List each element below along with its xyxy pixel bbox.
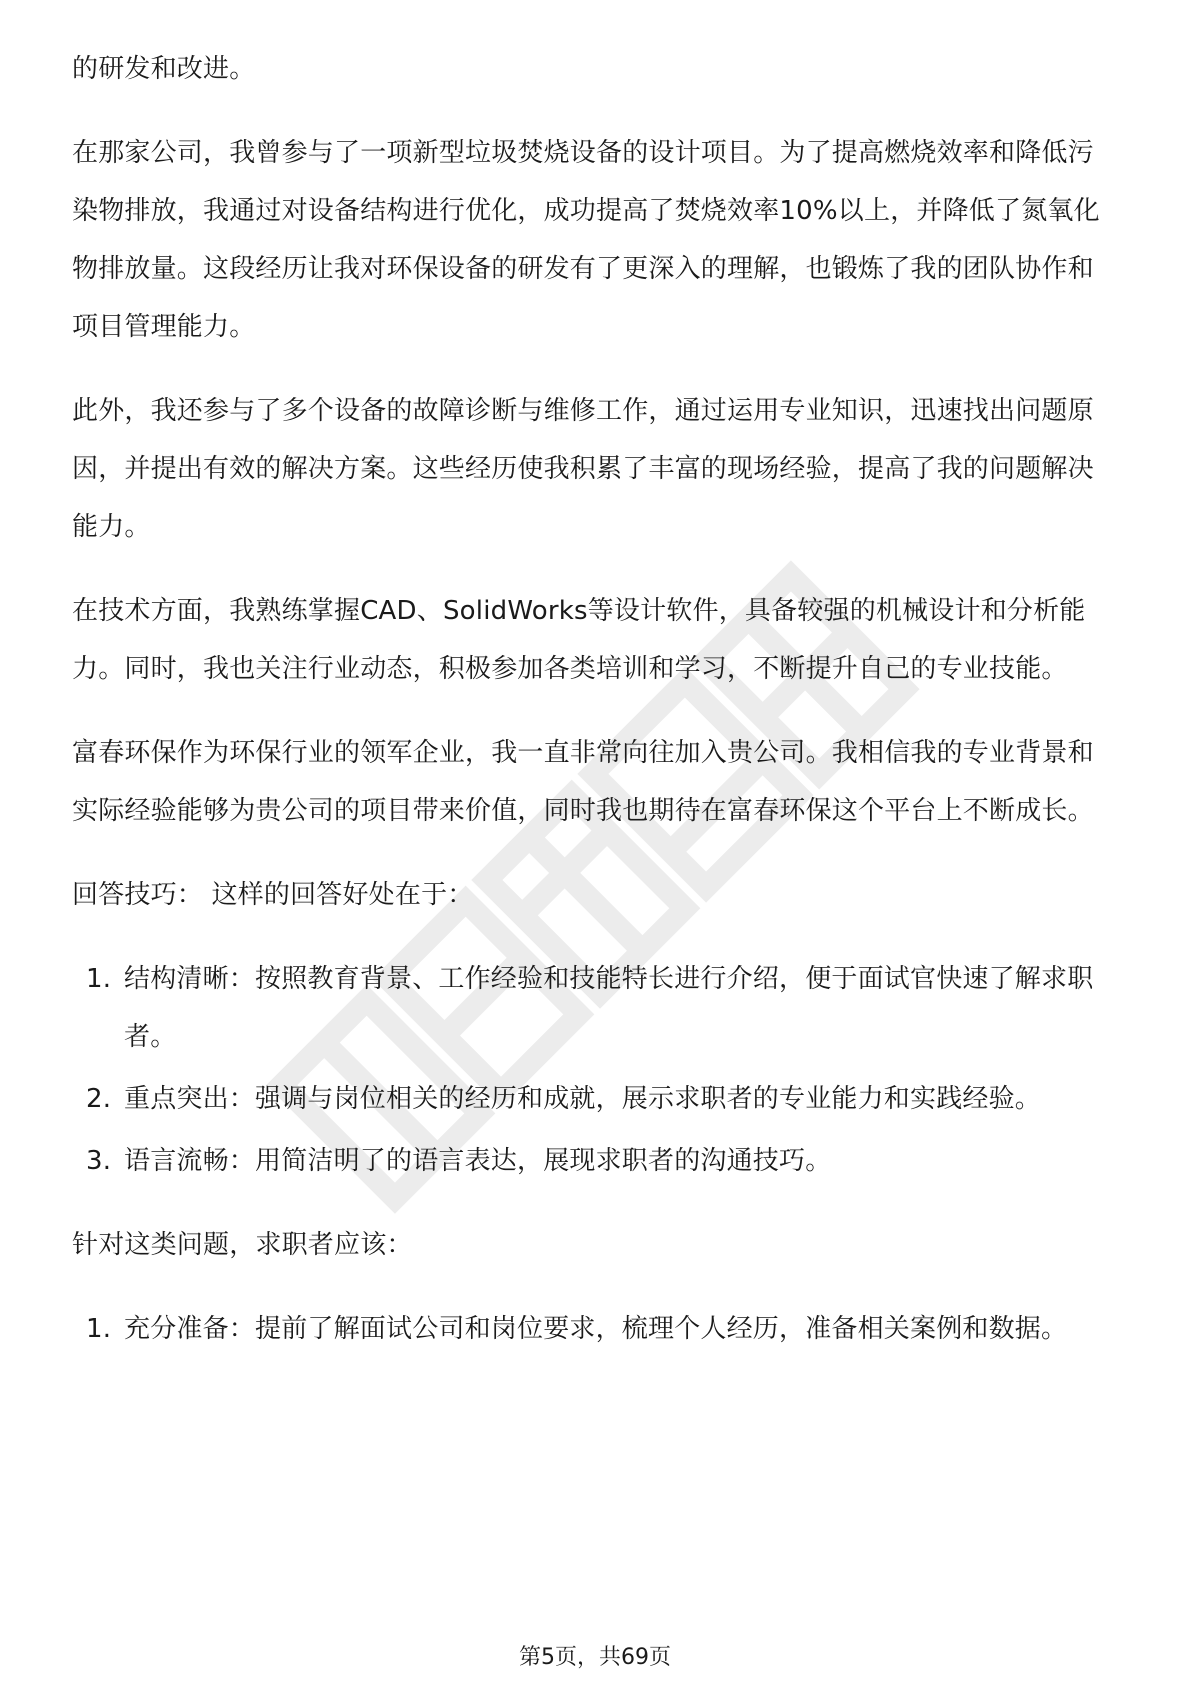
paragraph-3: 此外，我还参与了多个设备的故障诊断与维修工作，通过运用专业知识，迅速找出问题原因，并提出有效的解决方案。这些经历使我积累了丰富的现场经验，提高了我的问题解决能力。 (72, 396, 1094, 542)
main-content (72, 40, 1118, 1384)
paragraph-5: 富春环保作为环保行业的领军企业，我一直非常向往加入贵公司。我相信我的专业背景和实际经验能够为贵公司的项目带来价值，同时我也期待在富春环保这个平台上不断成长。 (72, 738, 1094, 826)
list-number: 1. (86, 964, 112, 994)
advice-heading: 针对这类问题，求职者应该： (72, 1230, 413, 1260)
list-item (72, 950, 1118, 1066)
tips-heading: 回答技巧： 这样的回答好处在于： (72, 880, 474, 910)
list-item-text: 语言流畅：用简洁明了的语言表达，展现求职者的沟通技巧。 (124, 1146, 832, 1176)
page-footer: 第5页，共69页 (519, 1645, 671, 1670)
list-item (72, 1300, 1118, 1358)
list-number: 2. (86, 1084, 112, 1114)
list-item-text: 重点突出：强调与岗位相关的经历和成就，展示求职者的专业能力和实践经验。 (124, 1084, 1042, 1114)
list-item (72, 1132, 1118, 1190)
paragraph-2: 在那家公司，我曾参与了一项新型垃圾焚烧设备的设计项目。为了提高燃烧效率和降低污染物排放，我通过对设备结构进行优化，成功提高了焚烧效率10%以上，并降低了氮氧化物排放量。这段经历让我对环保设备的研发有了更深入的理解，也锻炼了我的团队协作和项目管理能力。 (72, 138, 1100, 342)
list-item-text: 充分准备：提前了解面试公司和岗位要求，梳理个人经历，准备相关案例和数据。 (124, 1314, 1068, 1344)
list-number: 3. (86, 1146, 112, 1176)
paragraph-1: 的研发和改进。 (72, 54, 256, 84)
list-number: 1. (86, 1314, 112, 1344)
tips-list (72, 950, 1118, 1190)
paragraph-4: 在技术方面，我熟练掌握CAD、SolidWorks等设计软件，具备较强的机械设计和分析能力。同时，我也关注行业动态，积极参加各类培训和学习，不断提升自己的专业技能。 (72, 596, 1086, 684)
list-item-text: 结构清晰：按照教育背景、工作经验和技能特长进行介绍，便于面试官快速了解求职者。 (124, 964, 1094, 1052)
advice-list (72, 1300, 1118, 1358)
list-item (72, 1070, 1118, 1128)
